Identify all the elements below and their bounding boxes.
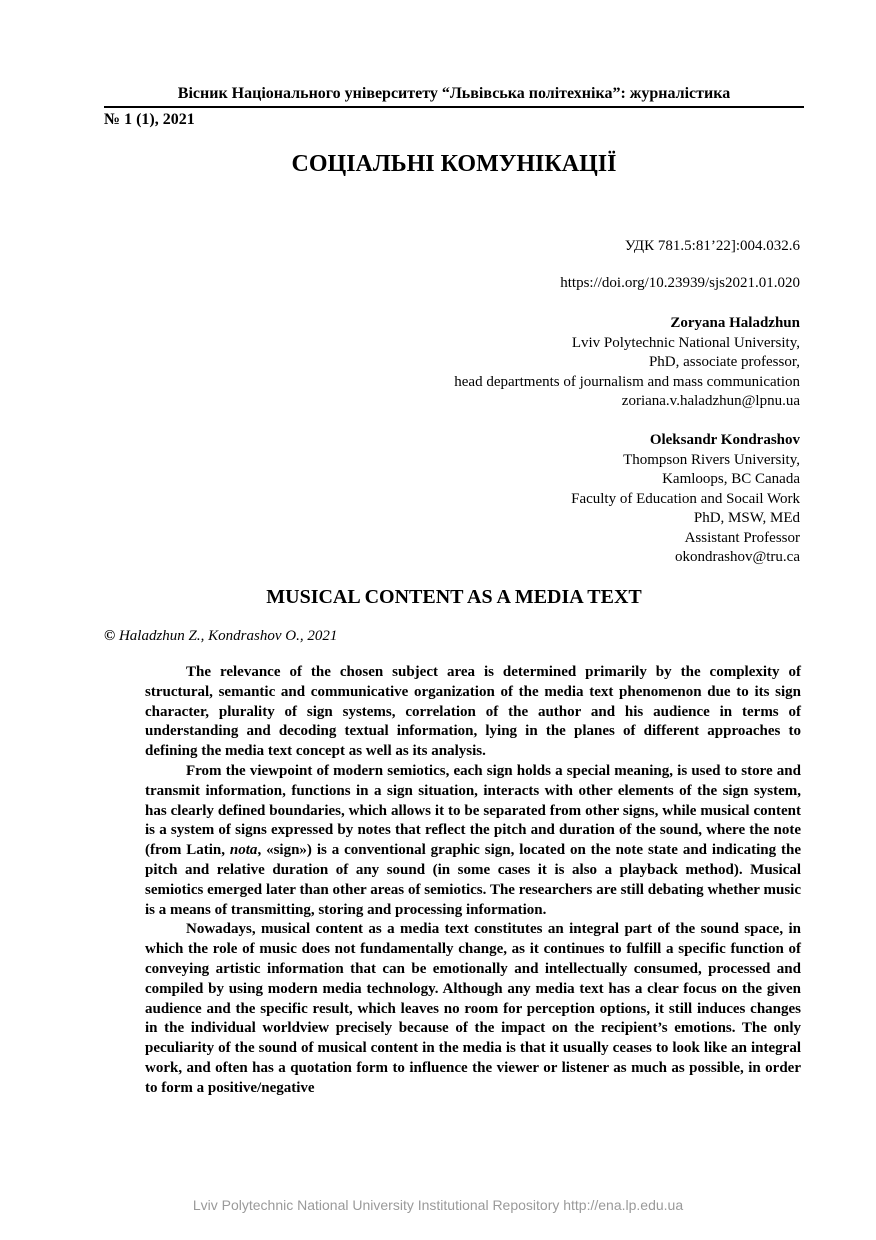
abstract [145, 663, 801, 1099]
author-email[interactable]: okondrashov@tru.ca [674, 549, 800, 565]
author-affiliation: Thompson Rivers University, [623, 451, 800, 468]
copyright-symbol: © [104, 628, 116, 644]
author-position: Assistant Professor [684, 529, 800, 546]
udc-code: УДК 781.5:81’22]:004.032.6 [624, 238, 800, 254]
abstract-paragraph-1: The relevance of the chosen subject area is determined primarily by the complexity of structural, semantic and communicative organization of the media text phenomenon due to its sign character, plurality of sign systems, correlation of the author and his audience in terms of understanding and decoding textual information, lying in the planes of different approaches to defining the media text concept as well as its analysis. [145, 664, 801, 760]
doi-link[interactable]: https://doi.org/10.23939/sjs2021.01.020 [560, 275, 800, 291]
author-email[interactable]: zoriana.v.haladzhun@lpnu.ua [621, 393, 800, 409]
abstract-p2-text: From the viewpoint of modern semiotics, each sign holds a special meaning, is used to store and transmit information, functions in a sign situation, interacts with other elements of the sign system, has clearly defined boundaries, which allows it to be separated from other signs, while musical content is a system of signs expressed by notes that reflect the pitch and duration of the sound, where the note (from Latin, [145, 762, 801, 859]
author-degree: PhD, MSW, MEd [693, 510, 800, 526]
author-block-1 [300, 314, 800, 412]
copyright-text: Haladzhun Z., Kondrashov O., 2021 [118, 628, 338, 644]
abstract-paragraph-3: Nowadays, musical content as a media text constitutes an integral part of the sound space, in which the role of music does not fundamentally change, as it continues to fulfill a specific function of conveying artistic information that can be emotionally and intellectually consumed, processed and compiled by using modern media technology. Although any media text has a clear focus on the given audience and the specific result, which leaves no room for perception options, it still induces changes in the individual worldview precisely because of the impact on the recipient’s emotions. The only peculiarity of the sound of musical content in the media is that it usually ceases to look like an integral work, and often has a quotation form to influence the viewer or listener as much as possible, in order to form a positive/negative [145, 921, 801, 1096]
copyright-line [104, 626, 337, 646]
paper-title: MUSICAL CONTENT AS A MEDIA TEXT [266, 586, 642, 608]
repository-footer: Lviv Polytechnic National University Institutional Repository http://ena.lp.edu.ua [192, 1197, 684, 1213]
header-divider [104, 106, 804, 108]
abstract-p2-text-end: , «sign») is a conventional graphic sign, located on the note state and indicating the pitch and relative duration of any sound (in some cases it is also a playback method). Musical semiotics emerged later than other areas of semiotics. The researchers are still debating whether music is a means of transmitting, storing and processing information. [145, 842, 801, 918]
author-name: Zoryana Haladzhun [670, 315, 800, 331]
author-location: Kamloops, BC Canada [662, 471, 800, 487]
author-position: head departments of journalism and mass communication [454, 373, 800, 390]
issue-number: № 1 (1), 2021 [104, 111, 195, 128]
abstract-paragraph-2 [145, 762, 801, 920]
author-faculty: Faculty of Education and Socail Work [571, 490, 800, 507]
author-name: Oleksandr Kondrashov [649, 432, 800, 448]
section-title: СОЦІАЛЬНІ КОМУНІКАЦІЇ [291, 151, 617, 177]
author-block-2 [300, 431, 800, 568]
journal-header: Вісник Національного університету “Львівська політехніка”: журналістика [177, 85, 731, 102]
latin-term: nota [229, 842, 258, 859]
author-affiliation: Lviv Polytechnic National University, [571, 334, 800, 351]
author-degree: PhD, associate professor, [648, 354, 800, 370]
